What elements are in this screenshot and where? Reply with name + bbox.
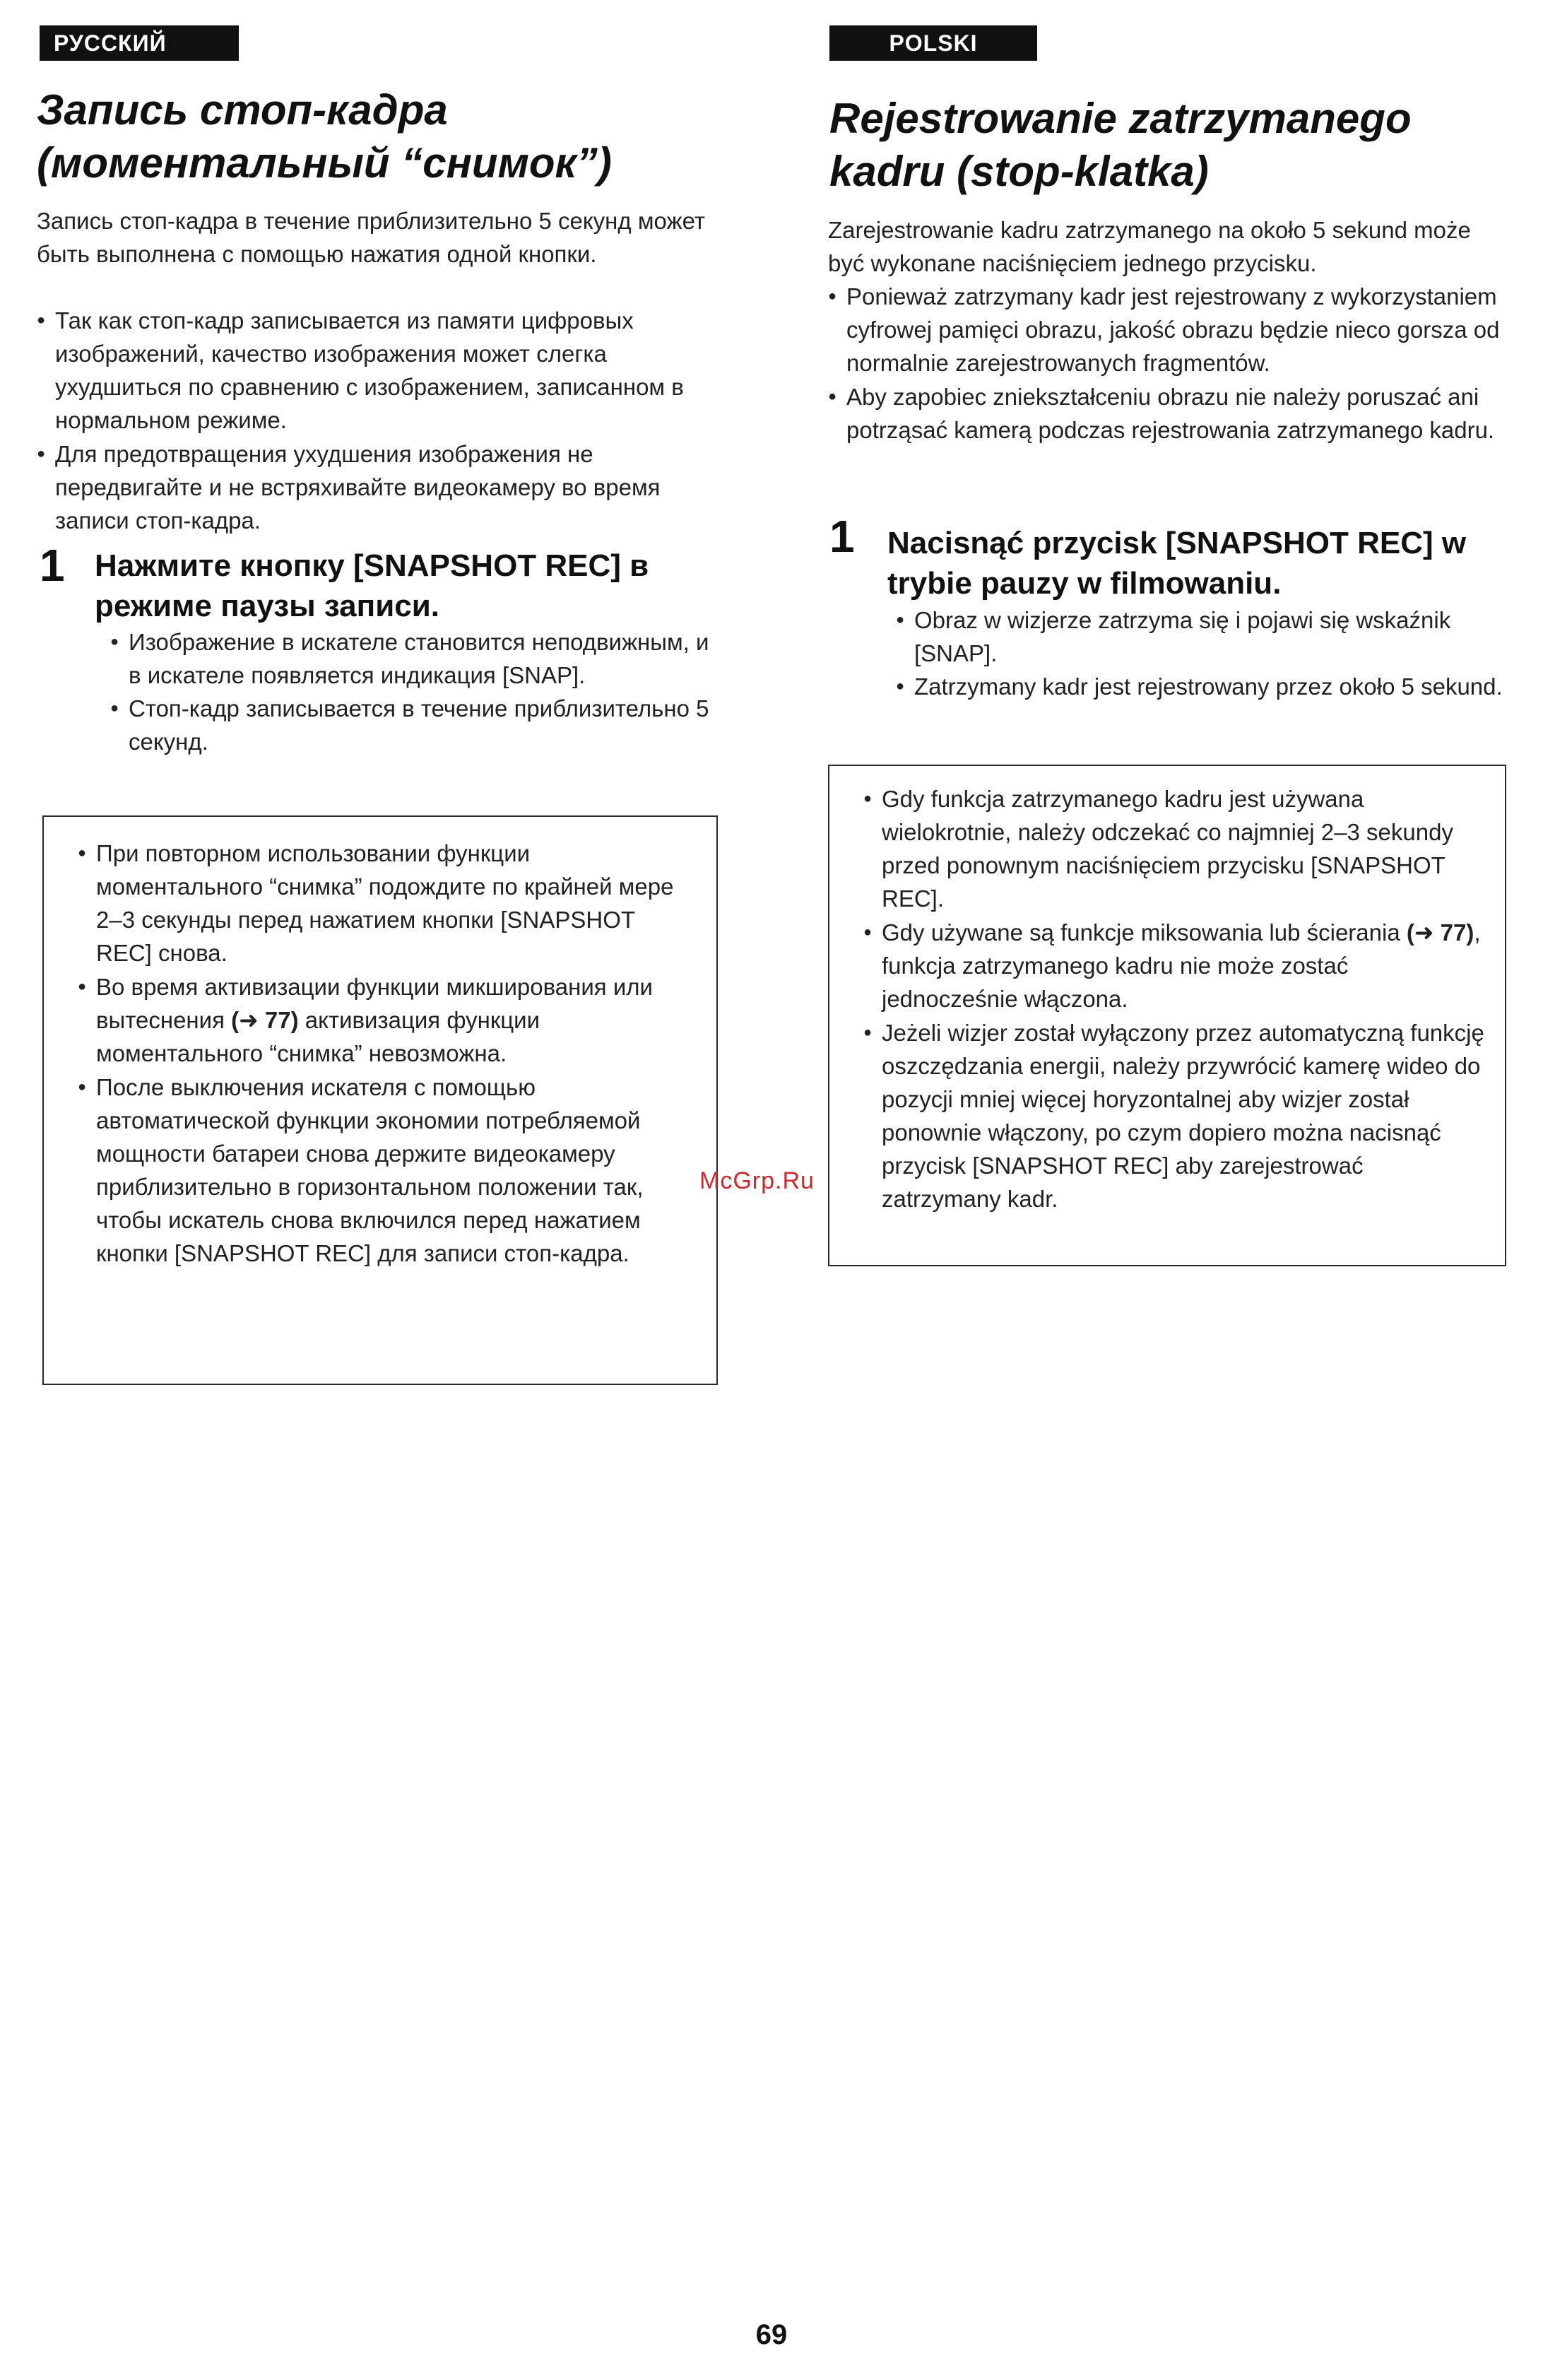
list-item: ● Для предотвращения ухудшения изображения не передвигайте и не встряхивайте видеокамеру во время записи стоп-кадра. — [37, 437, 715, 537]
step-instruction-polish: Nacisnąć przycisk [SNAPSHOT REC] w trybie pauzy w filmowaniu. — [887, 526, 1467, 601]
page-reference: (➜ 77) — [1406, 919, 1474, 945]
list-item: ● Изображение в искателе становится неподвижным, и в искателе появляется индикация [SNAP]. — [110, 625, 718, 692]
note-list-russian — [78, 837, 692, 1270]
note-text: Во время активизации функции микширования или вытеснения — [96, 974, 653, 1033]
list-item: ● Так как стоп-кадр записывается из памяти цифровых изображений, качество изображения может слегка ухудшиться по сравнению с изображением, записанном в нормальном режиме. — [37, 304, 715, 437]
bullet-list-polish — [828, 280, 1506, 447]
watermark: McGrp.Ru — [699, 1167, 815, 1194]
note-text: , funkcja zatrzymanego kadru nie może zostać jednocześnie włączona. — [882, 919, 1481, 1012]
list-item: ● Ponieważ zatrzymany kadr jest rejestrowany z wykorzystaniem cyfrowej pamięci obrazu, jakość obrazu będzie nieco gorsza od normalnie zarejestrowanych fragmentów. — [828, 280, 1506, 379]
step-bullet-list-polish — [896, 603, 1503, 703]
note-box-russian — [42, 815, 718, 1385]
list-item: ● Obraz w wizjerze zatrzyma się i pojawi się wskaźnik [SNAP]. — [896, 603, 1503, 670]
step-instruction-russian: Нажмите кнопку [SNAPSHOT REC] в режиме паузы записи. — [95, 548, 649, 623]
note-text: Gdy używane są funkcje miksowania lub ścierania — [882, 919, 1407, 945]
page-reference: (➜ 77) — [231, 1007, 299, 1033]
intro-text-polish: Zarejestrowanie kadru zatrzymanego na około 5 sekund może być wykonane naciśnięciem jednego przycisku. — [828, 217, 1471, 276]
language-tag-russian: РУССКИЙ ЯЗЫК — [40, 25, 239, 61]
note-box-polish — [828, 765, 1506, 1266]
section-title-polish: Rejestrowanie zatrzymanego kadru (stop-klatka) — [829, 95, 1412, 195]
list-item: ● Jeżeli wizjer został wyłączony przez automatyczną funkcję oszczędzania energii, należy przywrócić kamerę wideo do pozycji mniej więcej horyzontalnej aby wizjer został ponownie włączony, po czym dopiero można nacisnąć przycisk [SNAPSHOT REC] aby zarejestrować zatrzymany kadr. — [863, 1016, 1485, 1215]
section-title-russian: Запись стоп-кадра (моментальный “снимок”) — [37, 86, 612, 187]
list-item — [78, 970, 692, 1070]
language-tag-polish: POLSKI — [829, 25, 1037, 61]
list-item: ● После выключения искателя с помощью автоматической функции экономии потребляемой мощности батареи снова держите видеокамеру приблизительно в горизонтальном положении так, чтобы искатель снова включился перед нажатием кнопки [SNAPSHOT REC] для записи стоп-кадра. — [78, 1071, 692, 1270]
step-number-russian: 1 — [40, 540, 65, 591]
list-item: ● При повторном использовании функции моментального “снимка” подождите по крайней мере 2–3 секунды перед нажатием кнопки [SNAPSHOT REC] снова. — [78, 837, 692, 970]
list-item: ● Gdy funkcja zatrzymanego kadru jest używana wielokrotnie, należy odczekać co najmniej 2–3 sekundy przed ponownym naciśnięciem przycisku [SNAPSHOT REC]. — [863, 782, 1485, 915]
bullet-list-russian — [37, 304, 715, 537]
page-number: 69 — [755, 2319, 788, 2350]
note-list-polish — [863, 782, 1485, 1215]
list-item: ● Aby zapobiec zniekształceniu obrazu nie należy poruszać ani potrząsać kamerą podczas rejestrowania zatrzymanego kadru. — [828, 380, 1506, 447]
list-item — [863, 916, 1485, 1015]
note-text: активизация функции моментального “снимка” невозможна. — [96, 1007, 540, 1066]
list-item: ● Zatrzymany kadr jest rejestrowany przez około 5 sekund. — [896, 670, 1503, 703]
list-item: ● Стоп-кадр записывается в течение приблизительно 5 секунд. — [110, 692, 718, 758]
intro-text-russian: Запись стоп-кадра в течение приблизительно 5 секунд может быть выполнена с помощью нажатия одной кнопки. — [37, 208, 705, 267]
step-bullet-list-russian — [110, 625, 718, 758]
step-number-polish: 1 — [829, 511, 855, 562]
